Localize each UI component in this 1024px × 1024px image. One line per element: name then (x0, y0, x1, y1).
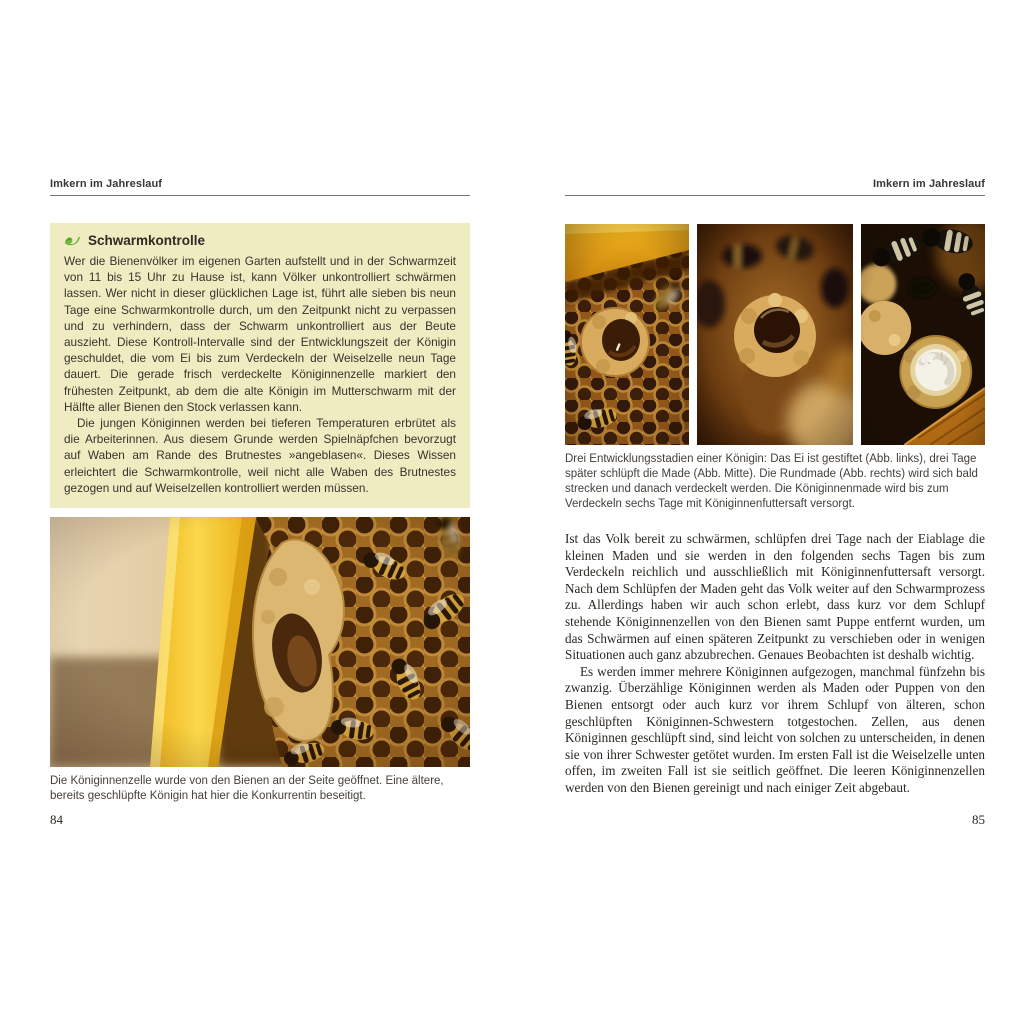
page-number-right: 85 (972, 812, 985, 827)
page-left (50, 178, 470, 828)
body-paragraph-2: Es werden immer mehrere Königinnen aufgezogen, manchmal fünfzehn bis zwanzig. Überzählige Königinnen werden als Maden oder Puppen von den Bienen entsorgt oder auch kurz vor ihrem Schlupf von älteren, schon geschlüpften Königinnen-Schwestern totgestochen. Zellen, aus denen Königinnen geschlüpft sind, sind leicht von solchen zu unterscheiden, in denen sie von ihrer Schwester getötet wurden. Im ersten Fall ist die Weiselzelle unten offen, im zweiten Fall ist sie seitlich geöffnet. Die leeren Königinnenzellen werden von den Bienen gereinigt und nach einiger Zeit abgebaut. (565, 663, 985, 795)
running-head-left-text: Imkern im Jahreslauf (50, 178, 163, 190)
info-box-title (64, 233, 456, 248)
body-paragraph-1: Ist das Volk bereit zu schwärmen, schlüpfen drei Tage nach der Eiablage die kleinen Maden und sie werden in den folgenden sechs Tagen bis zum Verdeckeln reichlich und ausschließlich mit Königinnenfuttersaft versorgt. Nach dem Schlüpfen der Maden geht das Volk weiter auf den Schwarmprozess zu. Allerdings haben wir auch schon erlebt, dass kurz vor dem Schlupf stehende Königinnenzellen von den Bienen samt Puppe entfernt wurden, um das Schwärmen auf einen späteren Zeitpunkt zu verschieben oder in wenigen Situationen auch ganz abzubrechen. Genaues Beobachten ist deshalb wichtig. (565, 531, 985, 663)
info-box-paragraph-1: Wer die Bienenvölker im eigenen Garten aufstellt und in der Schwarmzeit von 11 bis 15 Uhr zu Hause ist, kann Völker unkontrolliert schwärmen lassen. Wer nicht in dieser glücklichen Lage ist, führt alle sieben bis neun Tage eine Schwarmkontrolle durch, um den Zeitpunkt nicht zu verpassen und zu verhindern, dass der Schwarm unkontrolliert aus der Beute auszieht. Diese Kontroll-Intervalle sind der Entwicklungszeit der Königin geschuldet, die vom Ei bis zum Verdeckeln der Weiselzelle neun Tage dauert. Die gerade frisch verdeckelte Königinnenzelle markiert den frühesten Zeitpunkt, ab dem die alte Königin im Mutterschwarm mit der Hälfte aller Bienen den Stock verlassen kann. (64, 254, 456, 414)
running-head-right (565, 178, 985, 196)
photo-larva-stage (697, 224, 853, 445)
info-box-title-text: Schwarmkontrolle (88, 233, 206, 248)
photo-opened-queen-cell (50, 517, 470, 767)
info-box-paragraph-2: Die jungen Königinnen werden bei tieferen Temperaturen erbrütet als die Arbeiterinnen. Aus diesem Grunde werden Spielnäpfchen bevorzugt auf Waben am Rande des Brutnestes »angeblasen«. Dieses Wissen erleichtert die Schwarmkontrolle, weil nicht alle Waben des Brutnestes gezogen und auf Weiselzellen kontrolliert werden müssen. (64, 416, 456, 495)
page-number-left: 84 (50, 812, 63, 827)
swarm-control-info-box (50, 223, 470, 508)
caption-right: Drei Entwicklungsstadien einer Königin: Das Ei ist gestiftet (Abb. links), drei Tage später schlüpft die Made (Abb. Mitte). Die Rundmade (Abb. rechts) wird sich bald strecken und danach verdeckelt werden. Die Königinnenmade wird bis zum Verdeckeln sechs Tage mit Königinnenfuttersaft versorgt. (565, 453, 978, 510)
photo-egg-stage (565, 224, 689, 445)
queen-stages-photo-row (565, 224, 985, 445)
running-head-right-text: Imkern im Jahreslauf (872, 178, 985, 190)
photo-round-larva-stage (861, 224, 985, 445)
running-head-left (50, 178, 470, 196)
caption-left: Die Königinnenzelle wurde von den Bienen an der Seite geöffnet. Eine ältere, bereits geschlüpfte Königin hat hier die Konkurrentin beseitigt. (50, 775, 444, 803)
body-text (565, 531, 985, 797)
page-right (565, 178, 985, 828)
leaf-swoosh-icon (64, 235, 81, 246)
